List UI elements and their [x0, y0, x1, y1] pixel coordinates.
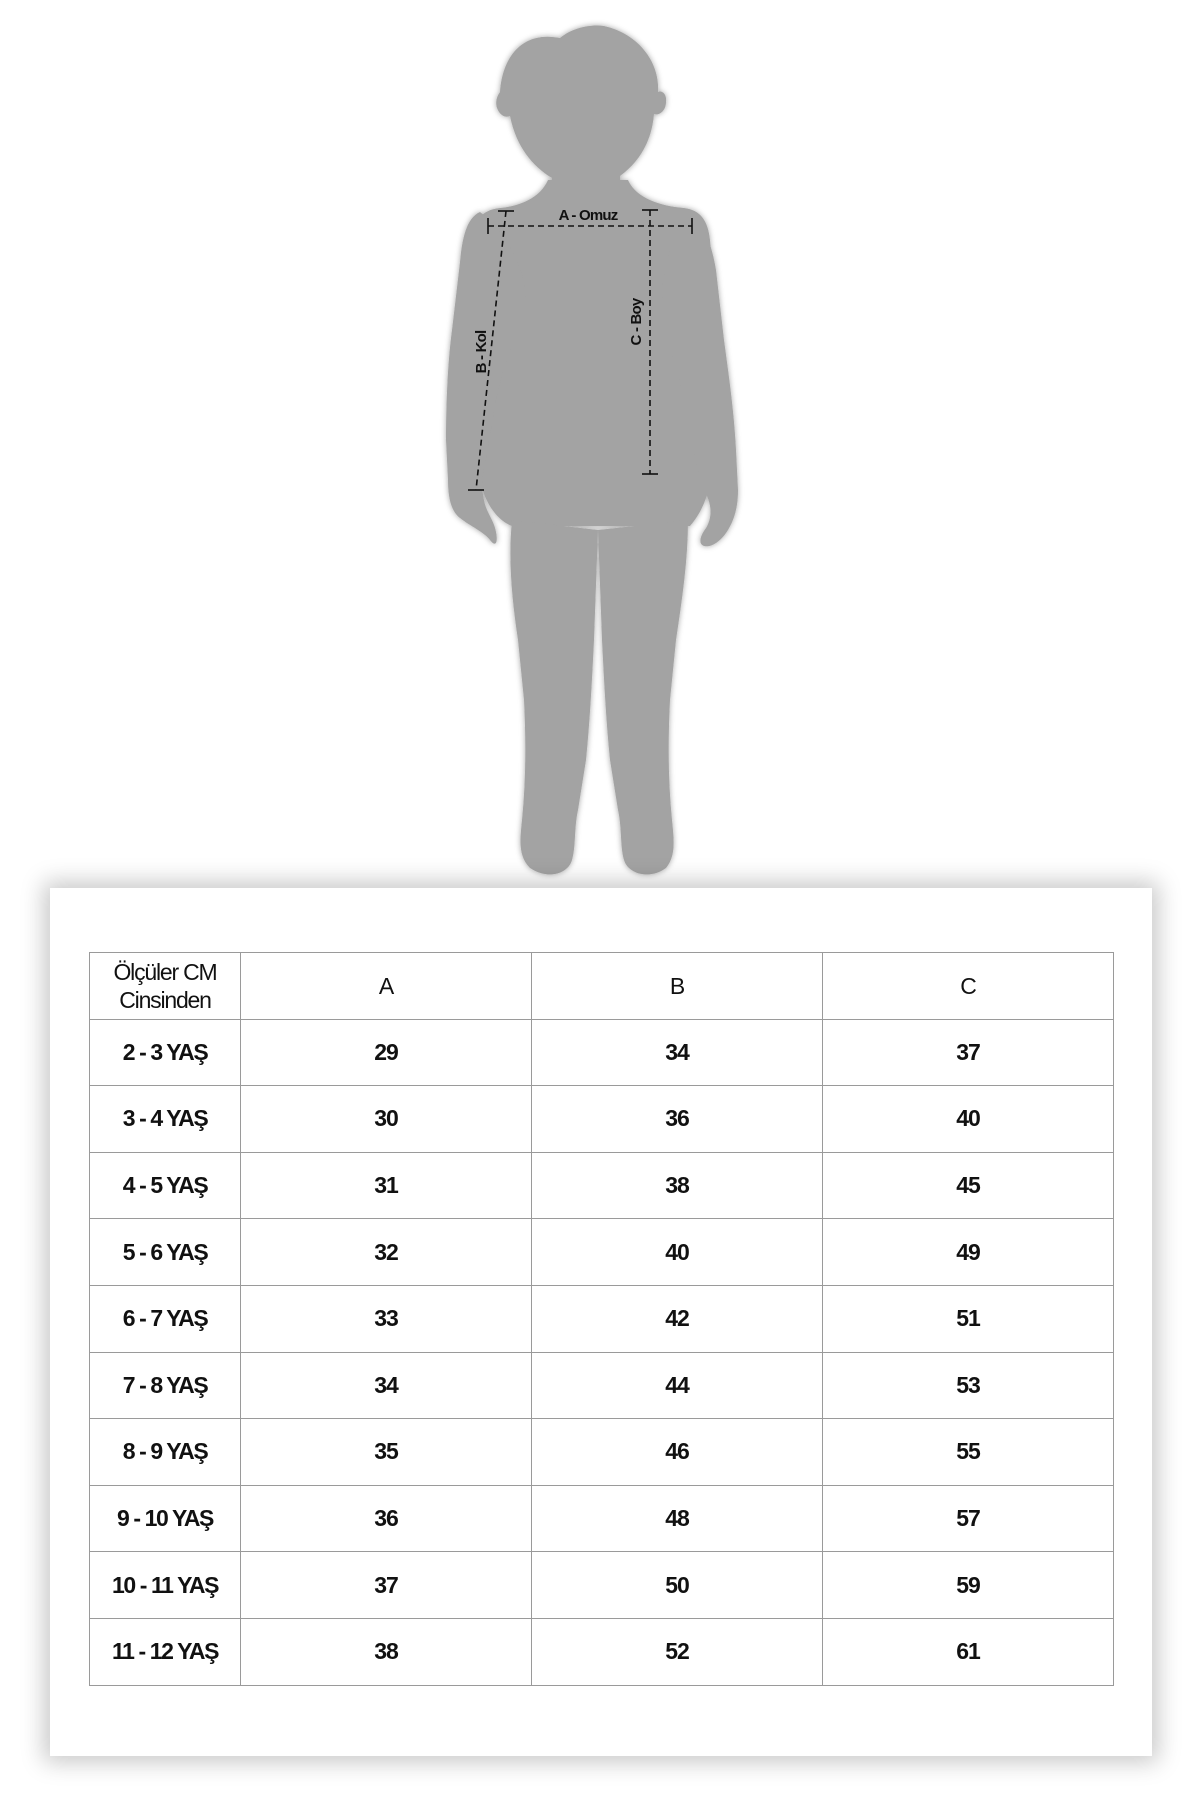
- column-header-c: C: [823, 953, 1114, 1020]
- column-header-a: A: [241, 953, 532, 1020]
- age-cell: 5 - 6 YAŞ: [90, 1219, 241, 1286]
- value-b: 42: [532, 1285, 823, 1352]
- value-c: 49: [823, 1219, 1114, 1286]
- table-row: [90, 1485, 1114, 1552]
- column-header-b: B: [532, 953, 823, 1020]
- value-c: 51: [823, 1285, 1114, 1352]
- age-cell: 9 - 10 YAŞ: [90, 1485, 241, 1552]
- table-header-row: [90, 953, 1114, 1020]
- header-measure-unit: [90, 953, 241, 1020]
- value-b: 36: [532, 1086, 823, 1153]
- age-cell: 4 - 5 YAŞ: [90, 1152, 241, 1219]
- age-cell: 6 - 7 YAŞ: [90, 1285, 241, 1352]
- header-line-2: Cinsinden: [119, 986, 211, 1013]
- value-c: 40: [823, 1086, 1114, 1153]
- table-row: [90, 1552, 1114, 1619]
- value-c: 53: [823, 1352, 1114, 1419]
- age-cell: 11 - 12 YAŞ: [90, 1618, 241, 1685]
- table-row: [90, 1219, 1114, 1286]
- value-c: 45: [823, 1152, 1114, 1219]
- table-row: [90, 1152, 1114, 1219]
- value-c: 59: [823, 1552, 1114, 1619]
- value-c: 55: [823, 1419, 1114, 1486]
- table-row: [90, 1618, 1114, 1685]
- value-b: 46: [532, 1419, 823, 1486]
- value-b: 40: [532, 1219, 823, 1286]
- value-b: 48: [532, 1485, 823, 1552]
- value-a: 29: [241, 1019, 532, 1086]
- value-c: 61: [823, 1618, 1114, 1685]
- table-row: [90, 1285, 1114, 1352]
- value-a: 37: [241, 1552, 532, 1619]
- value-b: 34: [532, 1019, 823, 1086]
- value-a: 34: [241, 1352, 532, 1419]
- left-leg-shape: [510, 520, 598, 874]
- age-cell: 8 - 9 YAŞ: [90, 1419, 241, 1486]
- age-cell: 2 - 3 YAŞ: [90, 1019, 241, 1086]
- table-row: [90, 1352, 1114, 1419]
- sleeve-label: B - Kol: [473, 330, 490, 374]
- value-b: 44: [532, 1352, 823, 1419]
- value-b: 38: [532, 1152, 823, 1219]
- age-cell: 10 - 11 YAŞ: [90, 1552, 241, 1619]
- value-a: 33: [241, 1285, 532, 1352]
- shoulder-label: A - Omuz: [558, 207, 618, 224]
- child-silhouette: [446, 26, 738, 875]
- value-c: 57: [823, 1485, 1114, 1552]
- value-b: 50: [532, 1552, 823, 1619]
- size-table: [89, 952, 1114, 1686]
- length-label: C - Boy: [628, 298, 645, 346]
- value-a: 30: [241, 1086, 532, 1153]
- age-cell: 7 - 8 YAŞ: [90, 1352, 241, 1419]
- age-cell: 3 - 4 YAŞ: [90, 1086, 241, 1153]
- value-a: 35: [241, 1419, 532, 1486]
- value-a: 38: [241, 1618, 532, 1685]
- value-b: 52: [532, 1618, 823, 1685]
- table-row: [90, 1419, 1114, 1486]
- head-shape: [496, 26, 666, 196]
- header-line-1: Ölçüler CM: [113, 958, 217, 985]
- right-leg-shape: [598, 520, 688, 874]
- size-chart-card: [50, 888, 1152, 1756]
- value-a: 36: [241, 1485, 532, 1552]
- value-a: 31: [241, 1152, 532, 1219]
- table-row: [90, 1019, 1114, 1086]
- value-c: 37: [823, 1019, 1114, 1086]
- table-row: [90, 1086, 1114, 1153]
- value-a: 32: [241, 1219, 532, 1286]
